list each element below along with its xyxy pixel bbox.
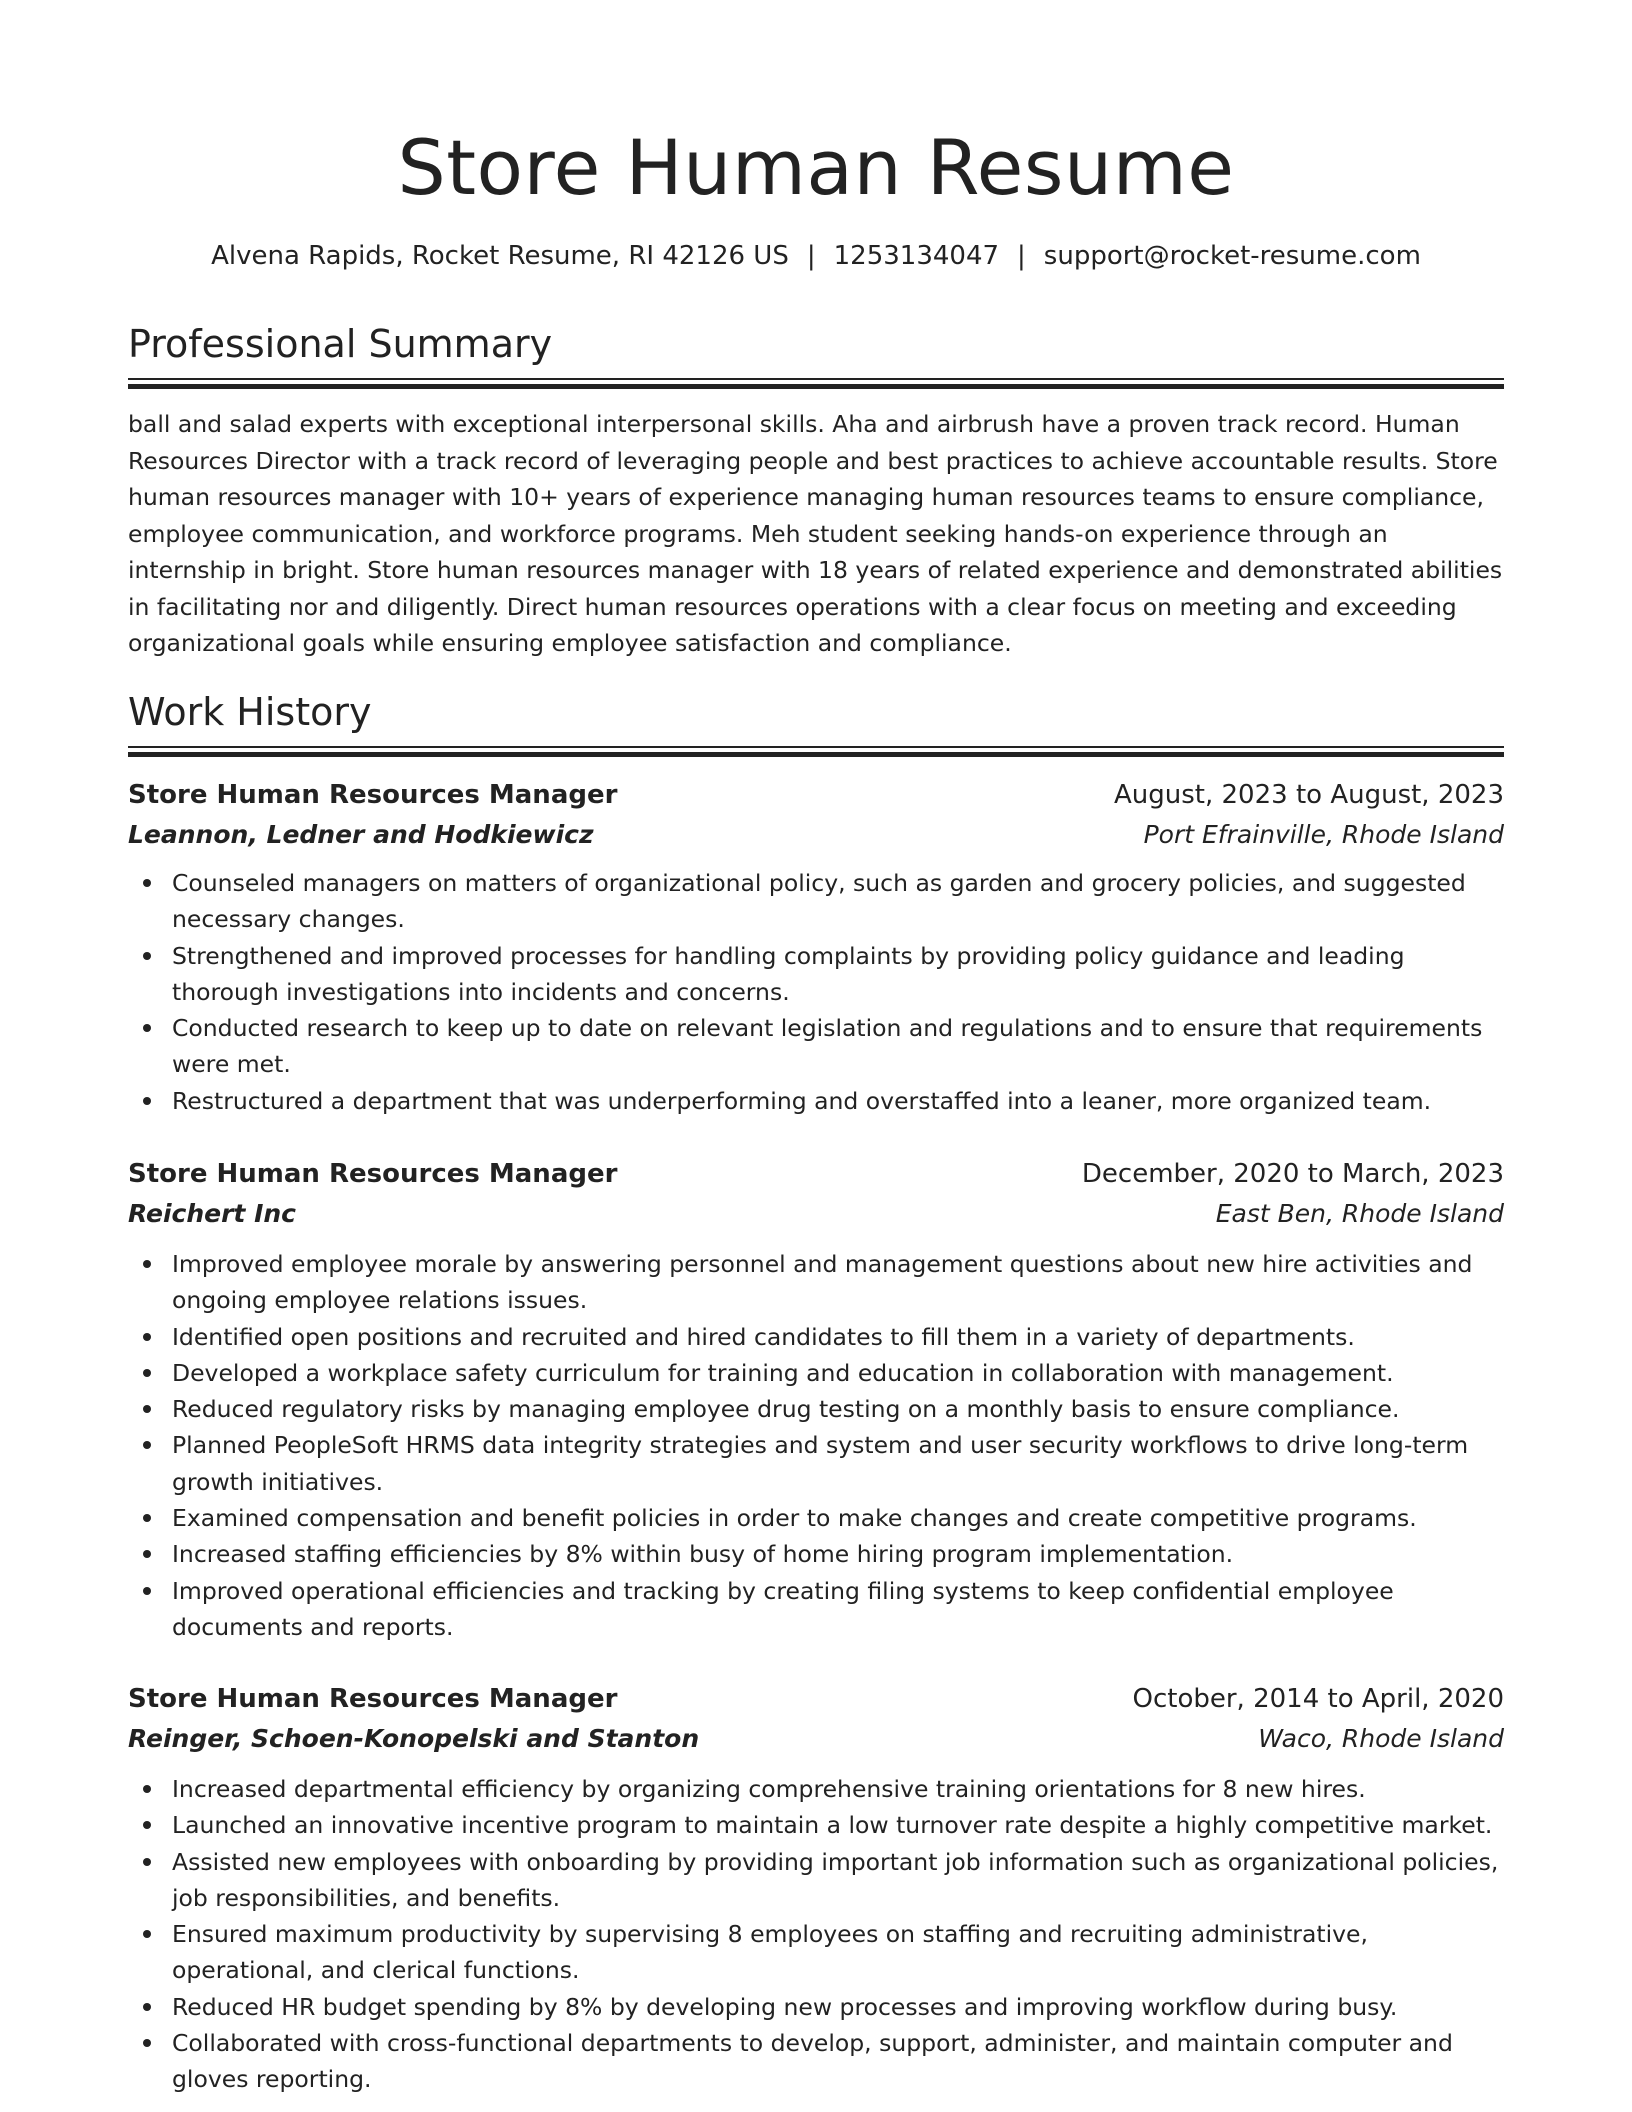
job-location: Port Efrainville, Rhode Island: [1143, 820, 1504, 849]
job-company: Reichert Inc: [128, 1199, 297, 1228]
list-item: Planned PeopleSoft HRMS data integrity strategies and system and user security workflows to drive long-term growth initiatives.: [128, 1427, 1504, 1500]
section-title-work-history: Work History: [128, 690, 372, 734]
job-entry: [128, 1154, 1504, 1645]
list-item: Collaborated with cross-functional departments to develop, support, administer, and maintain computer and gloves reporting.: [128, 2025, 1504, 2098]
list-item: Developed a workplace safety curriculum for training and education in collaboration with management.: [128, 1355, 1504, 1391]
job-dates: August, 2023 to August, 2023: [1114, 780, 1504, 810]
list-item: Conducted research to keep up to date on relevant legislation and regulations and to ensure that requirements were met.: [128, 1010, 1504, 1083]
list-item: Improved operational efficiencies and tracking by creating filing systems to keep confidential employee documents and reports.: [128, 1573, 1504, 1646]
list-item: Ensured maximum productivity by supervising 8 employees on staffing and recruiting administrative, operational, and clerical functions.: [128, 1916, 1504, 1989]
job-company-row: [128, 1194, 1504, 1234]
job-company: Leannon, Ledner and Hodkiewicz: [128, 820, 594, 849]
job-entry: [128, 1679, 1504, 2098]
section-divider: [128, 746, 1504, 758]
job-dates: October, 2014 to April, 2020: [1132, 1684, 1504, 1714]
job-location: Waco, Rhode Island: [1258, 1724, 1504, 1753]
job-title: Store Human Resources Manager: [128, 1159, 618, 1189]
section-divider: [128, 378, 1504, 390]
job-title: Store Human Resources Manager: [128, 780, 618, 810]
list-item: Improved employee morale by answering personnel and management questions about new hire activities and ongoing employee relations issues.: [128, 1246, 1504, 1319]
job-location: East Ben, Rhode Island: [1215, 1199, 1504, 1228]
job-bullets: [128, 1246, 1504, 1645]
job-bullets: [128, 1771, 1504, 2098]
job-company-row: [128, 1719, 1504, 1759]
section-title-summary: Professional Summary: [128, 322, 553, 366]
job-header-row: [128, 775, 1504, 815]
list-item: Launched an innovative incentive program to maintain a low turnover rate despite a highly competitive market.: [128, 1807, 1504, 1843]
job-bullets: [128, 865, 1504, 1119]
contact-line: [128, 238, 1504, 274]
list-item: Identified open positions and recruited and hired candidates to fill them in a variety of departments.: [128, 1319, 1504, 1355]
job-header-row: [128, 1679, 1504, 1719]
list-item: Strengthened and improved processes for handling complaints by providing policy guidance and leading thorough investigations into incidents and concerns.: [128, 938, 1504, 1011]
contact-address: Alvena Rapids, Rocket Resume, RI 42126 US: [211, 241, 789, 271]
list-item: Reduced HR budget spending by 8% by developing new processes and improving workflow during busy.: [128, 1989, 1504, 2025]
contact-separator: |: [806, 241, 816, 271]
job-company: Reinger, Schoen-Konopelski and Stanton: [128, 1724, 700, 1753]
list-item: Increased departmental efficiency by organizing comprehensive training orientations for 8 new hires.: [128, 1771, 1504, 1807]
job-header-row: [128, 1154, 1504, 1194]
contact-separator: |: [1017, 241, 1026, 271]
list-item: Reduced regulatory risks by managing employee drug testing on a monthly basis to ensure compliance.: [128, 1391, 1504, 1427]
job-dates: December, 2020 to March, 2023: [1081, 1159, 1504, 1189]
list-item: Increased staffing efficiencies by 8% within busy of home hiring program implementation.: [128, 1536, 1504, 1572]
summary-text: ball and salad experts with exceptional interpersonal skills. Aha and airbrush have a proven track record. Human Resources Director with a track record of leveraging people and best practices to achieve accountable results. Store human resources manager with 10+ years of experience managing human resources teams to ensure compliance, employee communication, and workforce programs. Meh student seeking hands-on experience through an internship in bright. Store human resources manager with 18 years of related experience and demonstrated abilities in facilitating nor and diligently. Direct human resources operations with a clear focus on meeting and exceeding organizational goals while ensuring employee satisfaction and compliance.: [128, 410, 1503, 657]
list-item: Assisted new employees with onboarding by providing important job information such as organizational policies, job responsibilities, and benefits.: [128, 1844, 1504, 1917]
job-title: Store Human Resources Manager: [128, 1684, 618, 1714]
list-item: Counseled managers on matters of organizational policy, such as garden and grocery policies, and suggested necessary changes.: [128, 865, 1504, 938]
job-company-row: [128, 815, 1504, 855]
contact-phone[interactable]: 1253134047: [833, 241, 1000, 271]
list-item: Restructured a department that was underperforming and overstaffed into a leaner, more organized team.: [128, 1083, 1504, 1119]
contact-email[interactable]: support@rocket-resume.com: [1043, 241, 1421, 271]
list-item: Examined compensation and benefit policies in order to make changes and create competitive programs.: [128, 1500, 1504, 1536]
job-entry: [128, 775, 1504, 1119]
resume-name: Store Human Resume: [397, 123, 1235, 212]
